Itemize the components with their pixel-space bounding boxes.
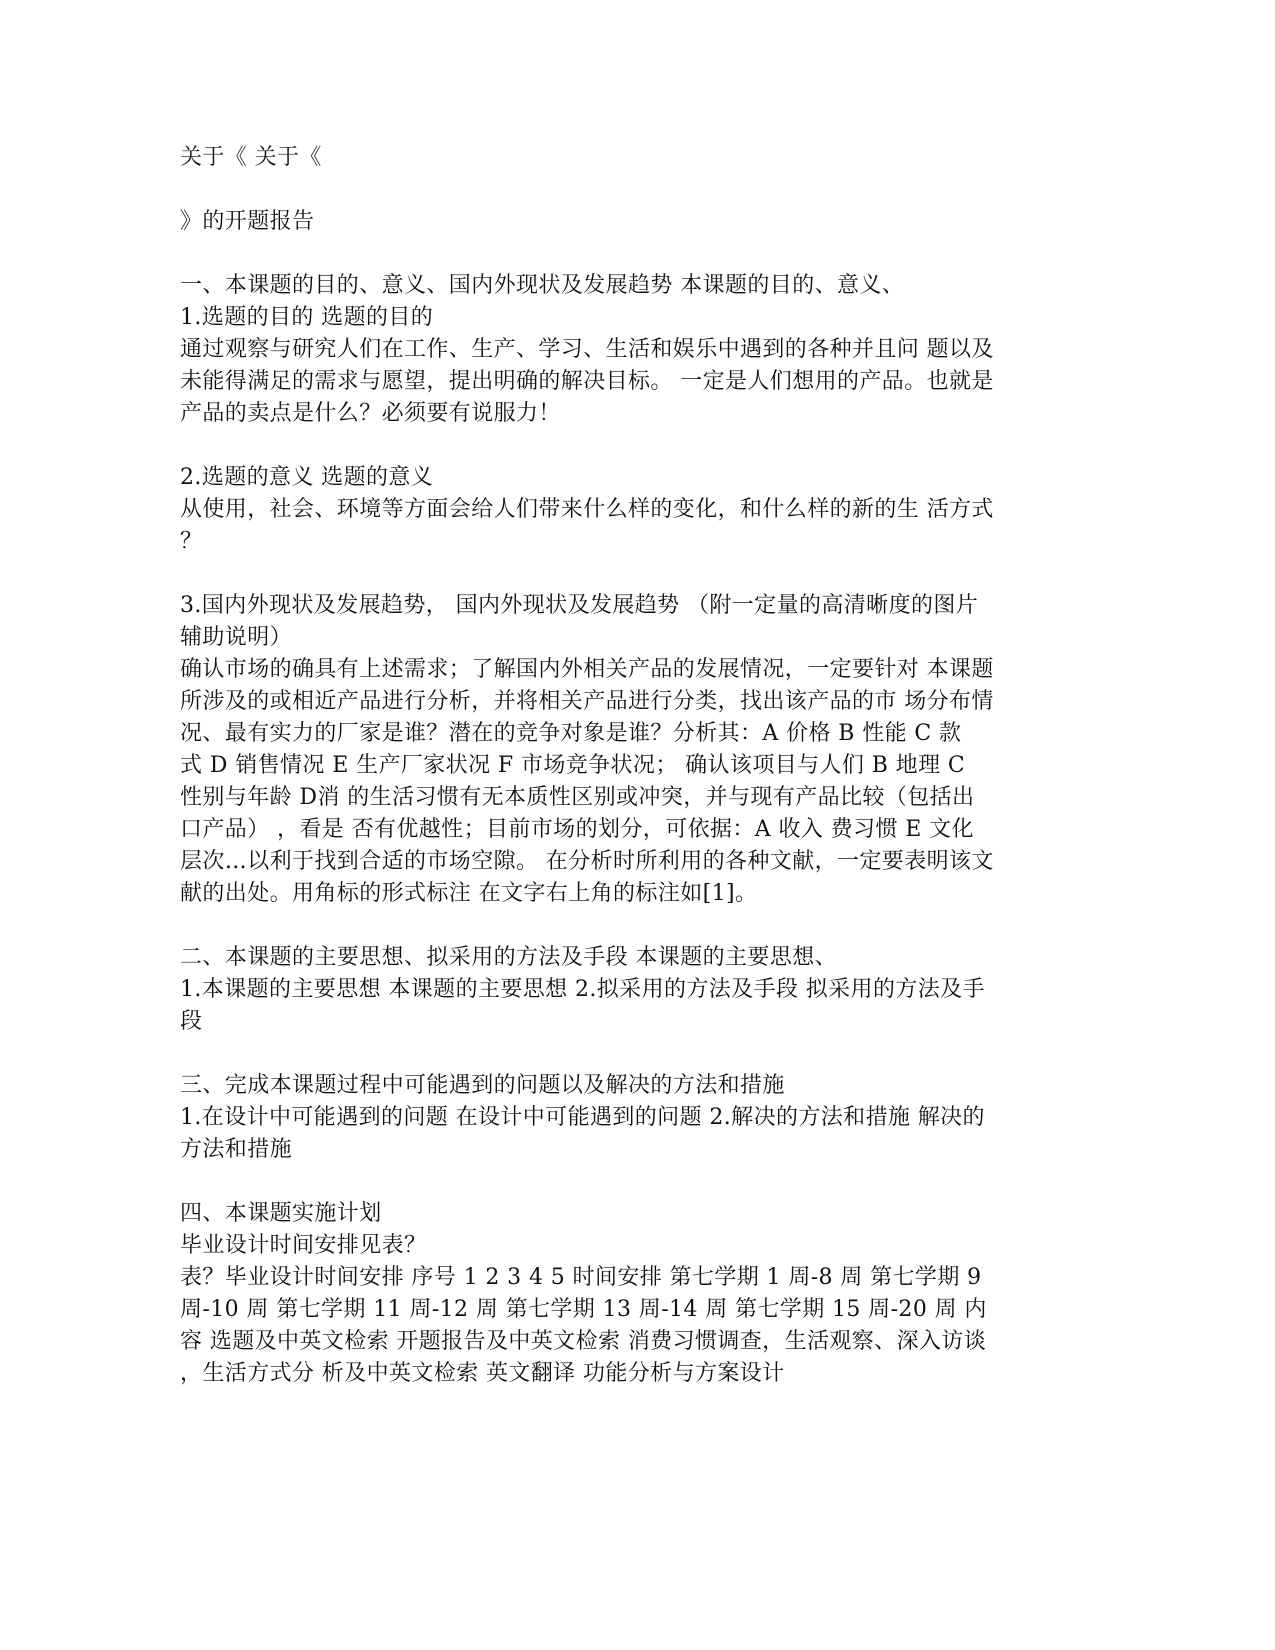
section-1-sub3-heading: 辅助说明）: [180, 625, 293, 650]
paragraph-line: 况、最有实力的厂家是谁？潜在的竞争对象是谁？分析其：A 价格 B 性能 C 款: [180, 721, 962, 746]
paragraph-line: 周-10 周 第七学期 11 周-12 周 第七学期 13 周-14 周 第七学期 15 周-20 周 内: [180, 1297, 987, 1322]
section-2-heading: 二、本课题的主要思想、拟采用的方法及手段 本课题的主要思想、: [180, 945, 837, 970]
spacer: [180, 558, 1050, 590]
paragraph-line: 确认市场的确具有上述需求；了解国内外相关产品的发展情况，一定要针对 本课题: [180, 657, 994, 682]
title-line-1: 关于《 关于《: [180, 145, 322, 170]
paragraph-line: 段: [180, 1009, 203, 1034]
section-1-sub2-heading: 2.选题的意义 选题的意义: [180, 465, 434, 490]
section-1-sub3-heading: 3.国内外现状及发展趋势， 国内外现状及发展趋势 （附一定量的高清晰度的图片: [180, 593, 979, 618]
paragraph-line: 通过观察与研究人们在工作、生产、学习、生活和娱乐中遇到的各种并且问 题以及: [180, 337, 994, 362]
section-3-heading: 三、完成本课题过程中可能遇到的问题以及解决的方法和措施: [180, 1073, 785, 1098]
paragraph-line: ？: [180, 529, 203, 554]
spacer: [180, 238, 1050, 270]
paragraph-line: 性别与年龄 D消 的生活习惯有无本质性区别或冲突，并与现有产品比较（包括出: [180, 785, 975, 810]
paragraph-line: 容 选题及中英文检索 开题报告及中英文检索 消费习惯调查，生活观察、深入访谈: [180, 1329, 987, 1354]
spacer: [180, 1166, 1050, 1198]
spacer: [180, 910, 1050, 942]
section-1-heading: 一、本课题的目的、意义、国内外现状及发展趋势 本课题的目的、意义、: [180, 273, 905, 298]
paragraph-line: 毕业设计时间安排见表？: [180, 1233, 427, 1258]
paragraph-line: 式 D 销售情况 E 生产厂家状况 F 市场竞争状况； 确认该项目与人们 B 地理 C: [180, 753, 966, 778]
document-page: [180, 142, 1050, 1390]
paragraph-line: 未能得满足的需求与愿望，提出明确的解决目标。 一定是人们想用的产品。也就是: [180, 369, 994, 394]
spacer: [180, 430, 1050, 462]
spacer: [180, 174, 1050, 206]
paragraph-line: 1.在设计中可能遇到的问题 在设计中可能遇到的问题 2.解决的方法和措施 解决的: [180, 1105, 985, 1130]
spacer: [180, 1038, 1050, 1070]
paragraph-line: 所涉及的或相近产品进行分析，并将相关产品进行分类，找出该产品的市 场分布情: [180, 689, 994, 714]
section-1-sub1-heading: 1.选题的目的 选题的目的: [180, 305, 434, 330]
title-line-2: 》的开题报告: [180, 209, 315, 234]
paragraph-line: ，生活方式分 析及中英文检索 英文翻译 功能分析与方案设计: [180, 1361, 785, 1386]
section-4-heading: 四、本课题实施计划: [180, 1201, 382, 1226]
paragraph-line: 口产品） ，看是 否有优越性；目前市场的划分，可依据：A 收入 费习惯 E 文化: [180, 817, 974, 842]
paragraph-line: 方法和措施: [180, 1137, 293, 1162]
paragraph-line: 从使用，社会、环境等方面会给人们带来什么样的变化，和什么样的新的生 活方式: [180, 497, 994, 522]
paragraph-line: 献的出处。用角标的形式标注 在文字右上角的标注如[1]。: [180, 881, 758, 906]
paragraph-line: 产品的卖点是什么？必须要有说服力！: [180, 401, 561, 426]
paragraph-line: 层次…以利于找到合适的市场空隙。 在分析时所利用的各种文献，一定要表明该文: [180, 849, 994, 874]
paragraph-line: 1.本课题的主要思想 本课题的主要思想 2.拟采用的方法及手段 拟采用的方法及手: [180, 977, 985, 1002]
paragraph-line: 表？毕业设计时间安排 序号 1 2 3 4 5 时间安排 第七学期 1 周-8 周 第七学期 9: [180, 1265, 982, 1290]
